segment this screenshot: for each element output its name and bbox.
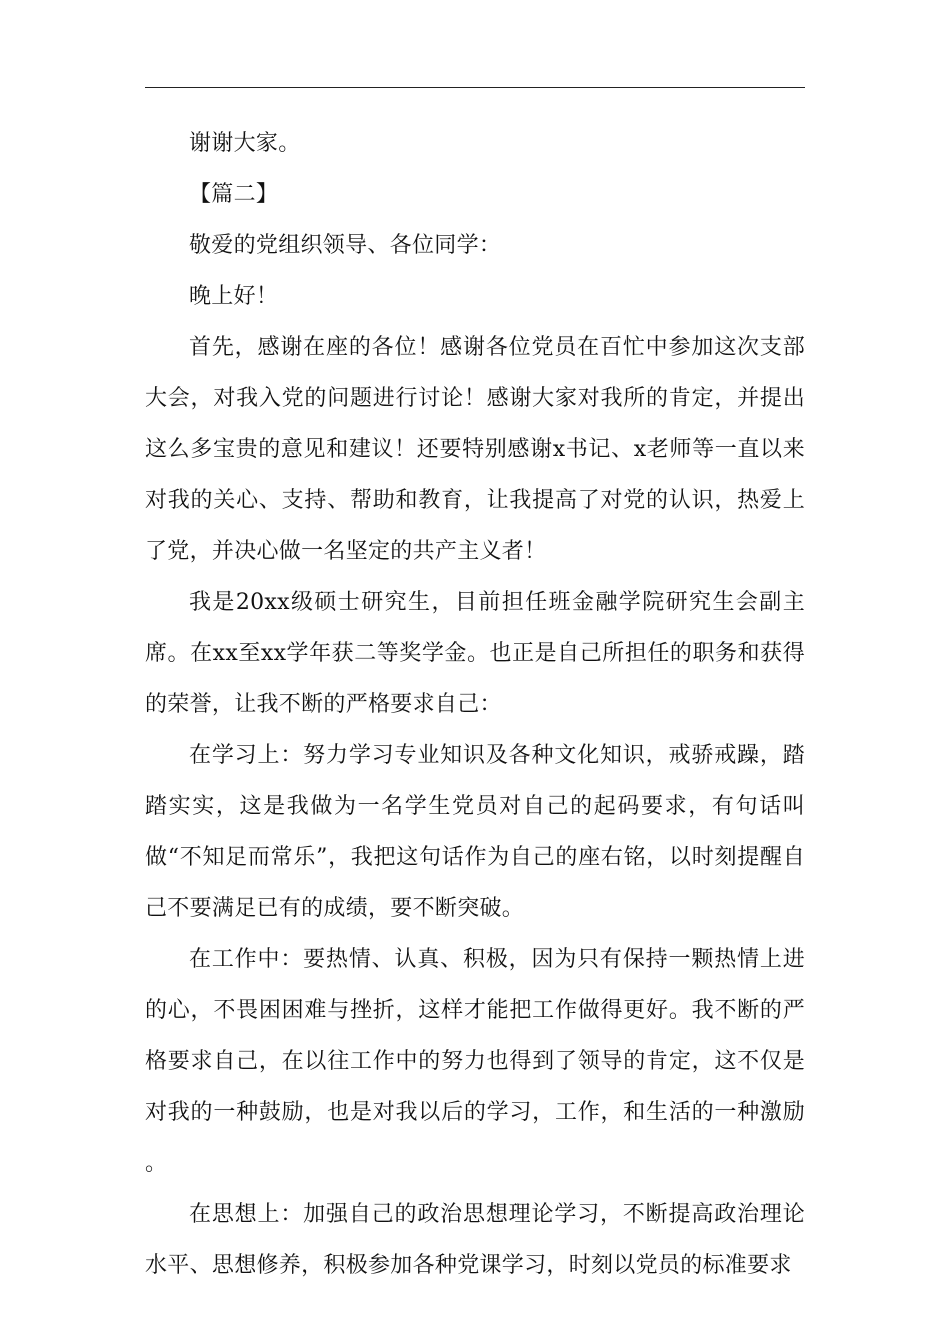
paragraph-thanks: 首先，感谢在座的各位！感谢各位党员在百忙中参加这次支部大会，对我入党的问题进行讨论！感谢大家对我所的肯定，并提出这么多宝贵的意见和建议！还要特别感谢x书记、x老师等一直以来对我的关心、支持、帮助和教育，让我提高了对党的认识，热爱上了党，并决心做一名坚定的共产主义者！	[145, 335, 805, 564]
paragraph-greeting: 晚上好！	[189, 284, 279, 309]
paragraph-work: 在工作中：要热情、认真、积极，因为只有保持一颗热情上进的心，不畏困困难与挫折，这样才能把工作做得更好。我不断的严格要求自己，在以往工作中的努力也得到了领导的肯定，这不仅是对我的一种鼓励，也是对我以后的学习，工作，和生活的一种激励 。	[145, 947, 805, 1176]
paragraph-closing: 谢谢大家。	[189, 131, 301, 156]
paragraph-thought: 在思想上：加强自己的政治思想理论学习，不断提高政治理论水平、思想修养，积极参加各种党课学习，时刻以党员的标准要求	[145, 1202, 805, 1278]
section-heading: 【篇二】	[189, 182, 279, 207]
paragraph-introduction: 我是20xx级硕士研究生，目前担任班金融学院研究生会副主席。在xx至xx学年获二等奖学金。也正是自己所担任的职务和获得的荣誉，让我不断的严格要求自己：	[145, 590, 805, 717]
header-rule	[145, 87, 805, 88]
paragraph-study: 在学习上：努力学习专业知识及各种文化知识，戒骄戒躁，踏踏实实，这是我做为一名学生党员对自己的起码要求，有句话叫做“不知足而常乐”，我把这句话作为自己的座右铭，以时刻提醒自己不要满足已有的成绩，要不断突破。	[145, 743, 805, 921]
document-body	[145, 118, 805, 1291]
paragraph-salutation: 敬爱的党组织领导、各位同学：	[189, 233, 502, 258]
